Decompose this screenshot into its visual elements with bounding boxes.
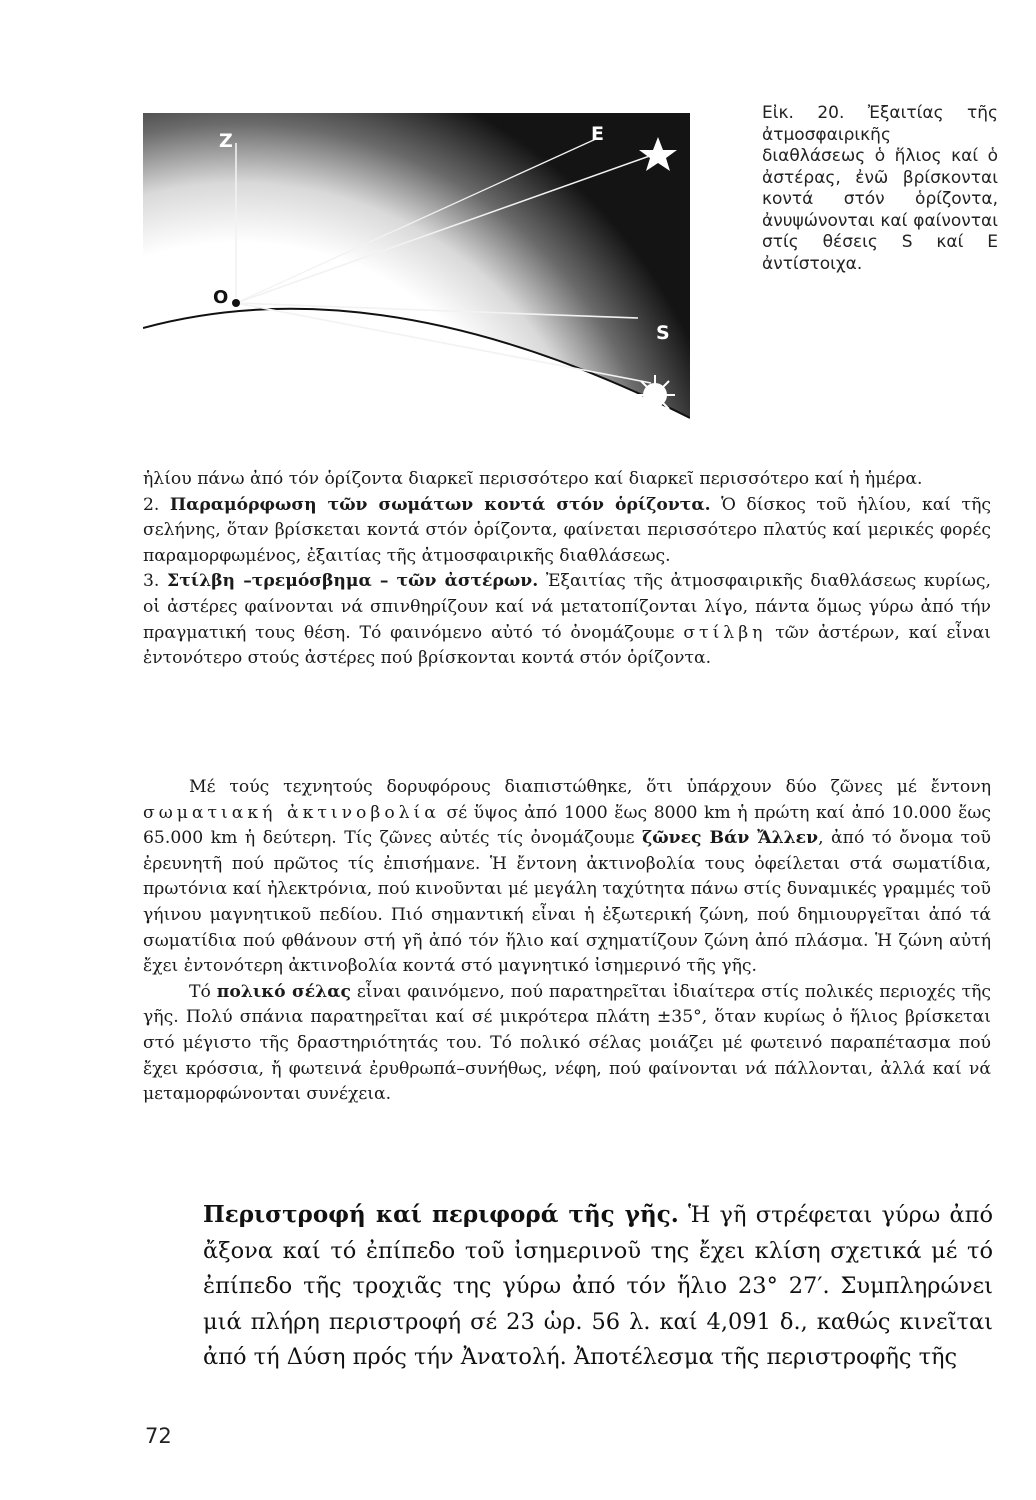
label-o: O [213,287,229,308]
item-2-number: 2. [143,494,160,515]
van-allen-text-1: Μέ τούς τεχνητούς δορυφόρους διαπιστώθηκε, ὅτι ὑπάρχουν δύο ζῶνες μέ ἔντονη [189,777,991,797]
label-s: S [656,322,670,344]
rotation-text: Ἡ γῆ στρέφεται γύρω ἀπό ἄξονα καί τό ἐπίπεδο τοῦ ἰσημερινοῦ της ἔχει κλίση σχετικά μέ τό ἐπίπεδο τῆς τροχιᾶς της γύρω ἀπό τόν ἥλιο 23° 27′. Συμπληρώνει μιά πλήρη περιστροφή σέ 23 ὡρ. 56 λ. καί 4,091 δ., καθώς κινεῖται ἀπό τή Δύση πρός τήν Ἀνατολή. Ἀποτέλεσμα τῆς περιστροφῆς τῆς [203,1202,993,1370]
item-3-heading: Στίλβη –τρεμόσβημα – τῶν ἀστέρων. [167,571,539,592]
label-e: E [591,123,604,145]
item-3-text-2: τῶν ἀστέρων, καί εἶναι ἐντονότερο στούς ἀστέρες πού βρίσκονται κοντά στόν ὁρίζοντα. [143,622,991,669]
figure-caption: Εἰκ. 20. Ἐξαιτίας τῆς ἀτμοσφαιρικῆς διαθλάσεως ὁ ἥλιος καί ὁ ἀστέρας, ἐνῶ βρίσκονται κοντά στόν ὁρίζοντα, ἀνυψώνονται καί φαίνονται στίς θέσεις S καί E ἀντίστοιχα. [762,103,998,274]
van-allen-spaced-term: σωματιακή ἀκτινοβολία [143,802,440,823]
item-3-text-1: Ἐξαιτίας τῆς ἀτμοσφαιρικῆς διαθλάσεως κυρίως, οἱ ἀστέρες φαίνονται νά σπινθηρίζουν καί νά μετατοπίζονται λίγο, πάντα ὅμως γύρω ἀπό τήν πραγματική τους θέση. Τό φαινόμενο αὐτό τό ὀνομάζουμε [143,571,992,643]
label-z: Z [219,130,233,152]
item-2-paragraph [143,493,991,570]
text-block-upper [143,467,991,672]
item-2-text: Ὁ δίσκος τοῦ ἡλίου, καί τῆς σελήνης, ὅταν βρίσκεται κοντά στόν ὁρίζοντα, φαίνεται περισσότερο πλατύς καί μερικές φορές παραμορφωμένος, ἐξαιτίας τῆς ἀτμοσφαιρικῆς διαθλάσεως. [143,494,991,566]
text-block-lower [143,775,991,1108]
intro-paragraph: ἡλίου πάνω ἀπό τόν ὁρίζοντα διαρκεῖ περισσότερο καί διαρκεῖ περισσότερο καί ἡ ἡμέρα. [143,469,923,489]
sun-rays-icon [635,375,675,415]
aurora-bold-term: πολικό σέλας [216,981,351,1002]
aurora-text-1: Τό [189,981,217,1002]
page-number: 72 [145,1424,172,1448]
rotation-section [203,1197,993,1376]
refraction-diagram [143,113,690,438]
refraction-figure [143,113,690,438]
item-3-number: 3. [143,571,160,592]
rotation-heading: Περιστροφή καί περιφορά τῆς γῆς. [203,1201,679,1228]
aurora-paragraph [143,980,991,1108]
aurora-text-2: εἶναι φαινόμενο, πού παρατηρεῖται ἰδιαίτερα στίς πολικές περιοχές τῆς γῆς. Πολύ σπάνια παρατηρεῖται καί σέ μικρότερα πλάτη ±35°, ὅταν κυρίως ὁ ἥλιος βρίσκεται στό μέγιστο τῆς δραστηριότητάς του. Τό πολικό σέλας μοιάζει μέ φωτεινό παραπέτασμα πού ἔχει κρόσσια, ἤ φωτεινά ἐρυθρωπά–συνήθως, νέφη, πού φαίνονται νά πάλλονται, ἀλλά καί νά μεταμορφώνονται συνέχεια. [143,981,992,1105]
item-3-paragraph [143,569,991,671]
item-2-heading: Παραμόρφωση τῶν σωμάτων κοντά στόν ὁρίζοντα. [169,494,711,515]
observer-point [232,299,240,307]
van-allen-text-3: , ἀπό τό ὄνομα τοῦ ἐρευνητῆ πού πρῶτος τίς ἐπισήμανε. Ἡ ἔντονη ἀκτινοβολία τους ὀφείλεται στά σωματίδια, πρωτόνια καί ἠλεκτρόνια, πού κινοῦνται μέ μεγάλη ταχύτητα πάνω στίς δυναμικές γραμμές τοῦ γήινου μαγνητικοῦ πεδίου. Πιό σημαντική εἶναι ἡ ἐξωτερική ζώνη, πού δημιουργεῖται ἀπό τά σωματίδια πού φθάνουν στή γῆ ἀπό τόν ἥλιο καί σχηματίζουν ζώνη ἀπό πλάσμα. Ἡ ζώνη αὐτή ἔχει ἐντονότερη ἀκτινοβολία κοντά στό μαγνητικό ἰσημερινό τῆς γῆς. [143,828,991,977]
item-3-spaced-term: στίλβη [683,622,767,643]
van-allen-text-2: σέ ὕψος ἀπό 1000 ἕως 8000 km ἡ πρώτη καί ἀπό 10.000 ἕως 65.000 km ἡ δεύτερη. Τίς ζῶνες αὐτές τίς ὀνομάζουμε [143,802,991,849]
van-allen-bold-term: ζῶνες Βάν Ἄλλεν [642,828,819,849]
van-allen-paragraph [143,775,991,980]
